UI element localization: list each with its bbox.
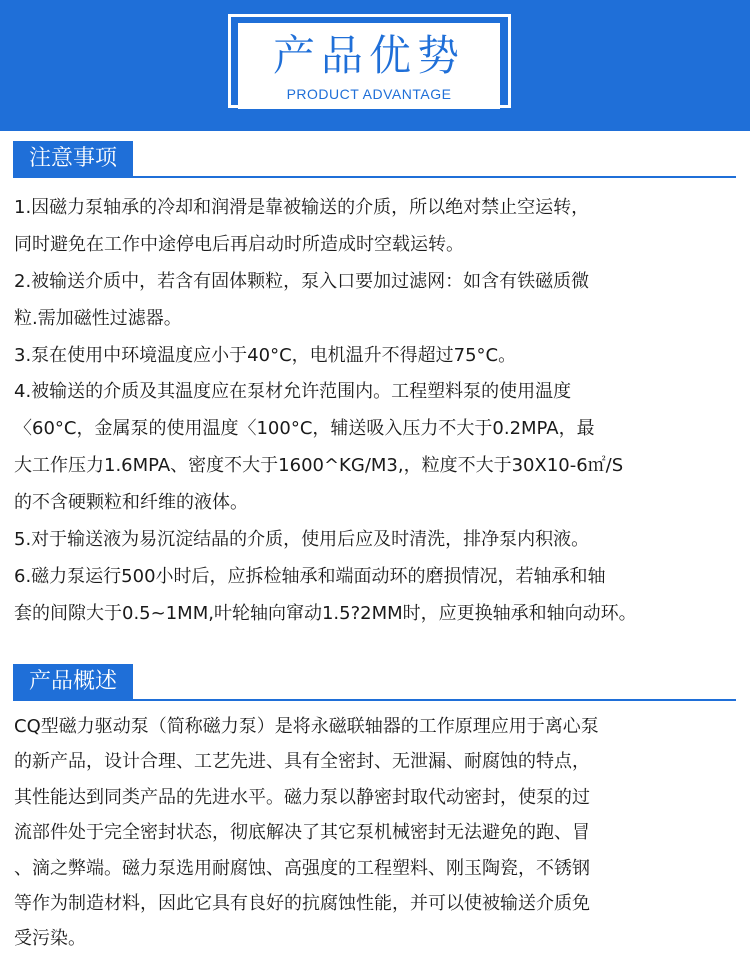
notes-line: 的不含硬颗粒和纤维的液体。	[14, 492, 248, 514]
overview-line: 其性能达到同类产品的先进水平。磁力泵以静密封取代动密封，使泵的过	[14, 786, 590, 808]
notes-body	[14, 190, 744, 633]
overview-body	[14, 709, 744, 957]
hero-subtitle: PRODUCT ADVANTAGE	[286, 86, 452, 102]
overview-line: 的新产品，设计合理、工艺先进、具有全密封、无泄漏、耐腐蚀的特点，	[14, 751, 590, 773]
notes-line: 粒.需加磁性过滤器。	[14, 307, 182, 329]
notes-line: 1.因磁力泵轴承的冷却和润滑是靠被输送的介质，所以绝对禁止空运转，	[14, 197, 590, 218]
notes-line: 套的间隙大于0.5~1MM,叶轮轴向窜动1.5?2MM时，应更换轴承和轴向动环。	[14, 602, 637, 624]
overview-line: CQ型磁力驱动泵（简称磁力泵）是将永磁联轴器的工作原理应用于离心泵	[14, 716, 599, 737]
notes-section-header	[13, 141, 736, 177]
overview-line: 、滴之弊端。磁力泵选用耐腐蚀、高强度的工程塑料、刚玉陶瓷，不锈钢	[14, 857, 590, 879]
overview-heading: 产品概述	[13, 664, 133, 700]
overview-line: 受污染。	[14, 928, 86, 950]
notes-line: 2.被输送介质中，若含有固体颗粒，泵入口要加过滤网：如含有铁磁质微	[14, 270, 590, 292]
notes-line: 〈60°C，金属泵的使用温度〈100°C，辅送吸入压力不大于0.2MPA，最	[14, 418, 595, 440]
notes-line: 同时避免在工作中途停电后再启动时所造成时空载运转。	[14, 233, 464, 255]
notes-line: 3.泵在使用中环境温度应小于40°C，电机温升不得超过75°C。	[14, 344, 517, 366]
overview-line: 等作为制造材料，因此它具有良好的抗腐蚀性能，并可以使被输送介质免	[14, 892, 590, 914]
overview-line: 流部件处于完全密封状态，彻底解决了其它泵机械密封无法避免的跑、冒	[14, 822, 590, 844]
notes-line: 5.对于输送液为易沉淀结晶的介质，使用后应及时清洗，排净泵内积液。	[14, 529, 590, 551]
hero-title: 产品优势	[272, 31, 465, 80]
overview-section-header	[13, 664, 736, 700]
hero-banner	[0, 0, 750, 131]
hero-card	[238, 23, 500, 109]
notes-line: 6.磁力泵运行500小时后，应拆检轴承和端面动环的磨损情况，若轴承和轴	[14, 565, 606, 587]
notes-line: 大工作压力1.6MPA、密度不大于1600^KG/M3,，粒度不大于30X10-6㎡/S	[14, 455, 624, 477]
notes-line: 4.被输送的介质及其温度应在泵材允许范围内。工程塑料泵的使用温度	[14, 381, 572, 403]
notes-heading: 注意事项	[13, 141, 133, 177]
